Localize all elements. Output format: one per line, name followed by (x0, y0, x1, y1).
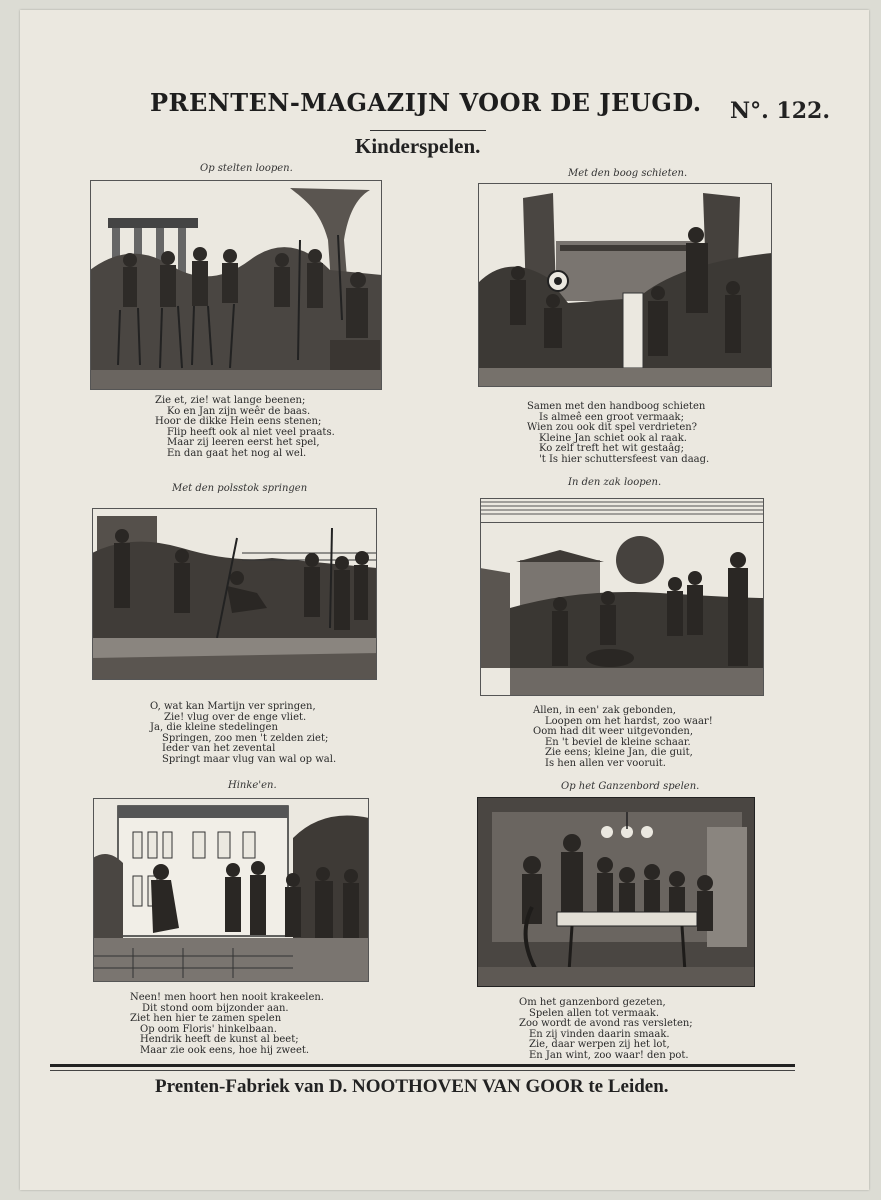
caption-archery: Met den boog schieten. (568, 168, 688, 179)
caption-pole-vault: Met den polsstok springen (172, 483, 308, 494)
woodcut-pole-vault (92, 508, 377, 680)
caption-goose-game: Op het Ganzenbord spelen. (561, 781, 700, 792)
verse-goose-game: Om het ganzenbord gezeten, Spelen allen tot vermaak. Zoo wordt de avond ras versleten; En zij vinden daarin smaak. Zie, daar werpen zij het lot, En Jan wint, zoo waar! den pot. (519, 997, 693, 1061)
footer-rule-thin (50, 1070, 795, 1071)
verse-archery: Samen met den handboog schieten Is almeê een groot vermaak; Wien zou ook dit spel verdrieten? Kleine Jan schiet ook al raak. Ko zelf treft het wit gestaâg; 't Is hier schuttersfeest van daag. (527, 401, 710, 465)
woodcut-hopscotch (93, 798, 369, 982)
imprint-prefix: Prenten-Fabriek van (155, 1076, 329, 1097)
title-divider (370, 130, 486, 131)
footer-rule-thick (50, 1064, 795, 1067)
caption-stilts: Op stelten loopen. (200, 163, 293, 174)
page-subtitle: Kinderspelen. (355, 134, 481, 158)
caption-hopscotch: Hinke'en. (228, 780, 277, 791)
publisher-name: D. NOOTHOVEN VAN GOOR (328, 1076, 584, 1097)
verse-pole-vault: O, wat kan Martijn ver springen, Zie! vlug over de enge vliet. Ja, die kleine stedelingen Springen, zoo men 't zelden ziet; Ieder van het zevental Springt maar vlug van wal op wal. (150, 701, 337, 765)
woodcut-sack-race (480, 498, 764, 696)
woodcut-stilts (90, 180, 382, 390)
verse-stilts: Zie et, zie! wat lange beenen; Ko en Jan zijn weêr de baas. Hoor de dikke Hein eens stenen; Flip heeft ook al niet veel praats. Maar zij leeren eerst het spel, En dan gaat het nog al wel. (155, 395, 335, 459)
imprint-suffix: te Leiden. (583, 1076, 669, 1097)
woodcut-archery (478, 183, 772, 387)
issue-number: N°. 122. (730, 98, 831, 124)
publisher-imprint (155, 1076, 669, 1098)
verse-sack-race: Allen, in een' zak gebonden, Loopen om het hardst, zoo waar! Oom had dit weer uitgevonden, En 't beviel de kleine schaar. Zie eens; kleine Jan, die guit, Is hen allen ver vooruit. (533, 705, 713, 769)
caption-sack-race: In den zak loopen. (568, 477, 662, 488)
woodcut-goose-game (477, 797, 755, 987)
page-title: PRENTEN-MAGAZIJN VOOR DE JEUGD. (150, 88, 702, 117)
verse-hopscotch: Neen! men hoort hen nooit krakeelen. Dit stond oom bijzonder aan. Ziet hen hier te zamen spelen Op oom Floris' hinkelbaan. Hendrik heeft de kunst al beet; Maar zie ook eens, hoe hij zweet. (130, 992, 324, 1056)
